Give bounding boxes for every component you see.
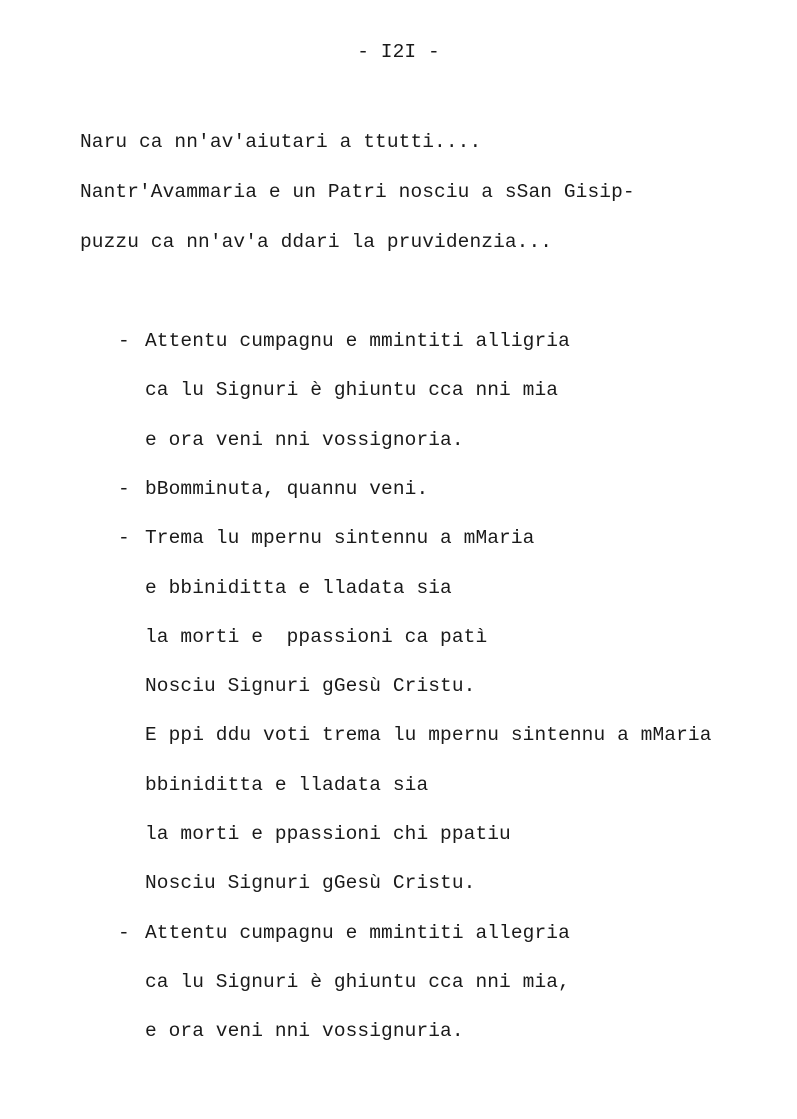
verse-line: Nosciu Signuri gGesù Cristu. [145, 872, 476, 894]
verse-dash: - [118, 527, 130, 549]
intro-line: Naru ca nn'av'aiutari a ttutti.... [80, 131, 482, 153]
verse-line: la morti e ppassioni chi ppatiu [145, 823, 511, 845]
verse-line: Attentu cumpagnu e mmintiti alligria [145, 330, 570, 352]
verse-line: Attentu cumpagnu e mmintiti allegria [145, 922, 570, 944]
intro-line: Nantr'Avammaria e un Patri nosciu a sSan Gisip- [80, 181, 635, 203]
verse-line: la morti e ppassioni ca patì [145, 626, 488, 648]
verse-line: ca lu Signuri è ghiuntu cca nni mia, [145, 971, 570, 993]
verse-line: e bbiniditta e lladata sia [145, 577, 452, 599]
page-number: - I2I - [357, 41, 440, 63]
verse-line: Trema lu mpernu sintennu a mMaria [145, 527, 535, 549]
verse-line: Nosciu Signuri gGesù Cristu. [145, 675, 476, 697]
verse-line: E ppi ddu voti trema lu mpernu sintennu a mMaria [145, 724, 712, 746]
verse-dash: - [118, 922, 130, 944]
verse-line: bBomminuta, quannu veni. [145, 478, 429, 500]
verse-line: e ora veni nni vossignuria. [145, 1020, 464, 1042]
verse-dash: - [118, 330, 130, 352]
verse-line: ca lu Signuri è ghiuntu cca nni mia [145, 379, 559, 401]
verse-line: e ora veni nni vossignoria. [145, 429, 464, 451]
verse-dash: - [118, 478, 130, 500]
verse-line: bbiniditta e lladata sia [145, 774, 429, 796]
intro-line: puzzu ca nn'av'a ddari la pruvidenzia... [80, 231, 553, 253]
